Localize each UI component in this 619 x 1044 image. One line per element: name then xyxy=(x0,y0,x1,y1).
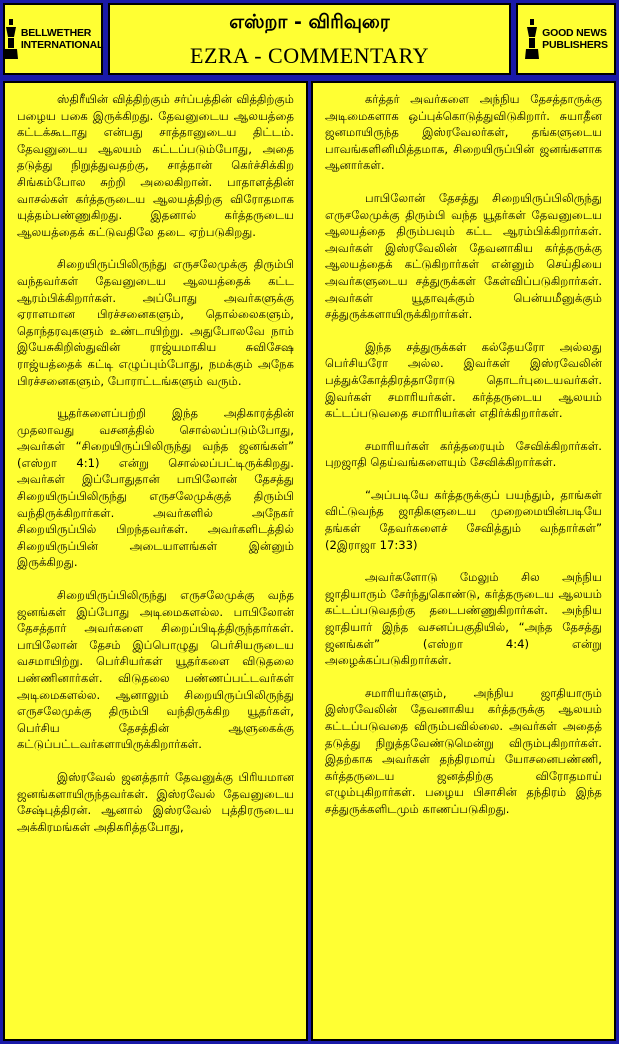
good-news-line1: GOOD NEWS xyxy=(542,27,607,39)
left-column xyxy=(3,81,308,1041)
title-tamil: எஸ்றா - விரிவுரை xyxy=(229,11,390,33)
paragraph: “அப்படியே கர்த்தருக்குப் பயந்தும், தாங்கள் விட்டுவந்த ஜாதிகளுடைய முறைமையின்படியே தங்கள் தேவர்களைச் சேவித்தும் வந்தார்கள்” (2இராஜா 17:33) xyxy=(325,487,602,552)
right-column xyxy=(311,81,616,1041)
header xyxy=(3,3,616,75)
bellwether-line2: INTERNATIONAL xyxy=(20,39,104,51)
good-news-line2: PUBLISHERS xyxy=(542,39,608,51)
paragraph: அவர்களோடு மேலும் சில அந்நிய ஜாதியாரும் சேர்ந்துகொண்டு, கர்த்தருடைய ஆலயம் கட்டப்படுவதற்கு தடைபண்ணுகிறார்கள். அந்நிய ஜாதியார் இந்த வசனப்பகுதியில், “அந்த தேசத்து ஜனங்கள்” (எஸ்றா 4:4) என்று அழைக்கப்படுகிறார்கள். xyxy=(325,570,602,668)
paragraph: சமாரியர்கள் கர்த்தரையும் சேவிக்கிறார்கள். புறஜாதி தெய்வங்களையும் சேவிக்கிறார்கள். xyxy=(325,438,602,470)
bellwether-tower-icon xyxy=(3,17,19,61)
paragraph: சமாரியர்களும், அந்நிய ஜாதியாரும் இஸ்ரவேலின் தேவனாகிய கர்த்தருக்கு ஆலயம் கட்டப்படுவதை விரும்பவில்லை. அவர்கள் அதைத் தடுத்து நிறுத்தவேண்டுமென்று விரும்புகிறார்கள். இதற்காக அவர்கள் தந்திரமாய் யோசனைபண்ணி, கர்த்தருடைய ஜனத்திற்கு விரோதமாய் எழும்புகிறார்கள். பழைய பிசாசின் தந்திரம் இந்த சத்துருக்களிடமும் காணப்படுகிறது. xyxy=(325,685,602,816)
paragraph: ஸ்திரீயின் வித்திற்கும் சர்ப்பத்தின் வித்திற்கும் பழைய பகை இருக்கிறது. தேவனுடைய ஆலயத்தை கட்டக்கூடாது என்பது சாத்தானுடைய திட்டம். தேவனுடைய ஆலயம் கட்டப்படும்போது, அதை தடுத்து நிறுத்துவதற்கு, சாத்தான் கெர்ச்சிக்கிற சிங்கம்போல சுற்றி அலைகிறான். பாதாளத்தின் வாசல்கள் கர்த்தருடைய ஆலயத்திற்கு விரோதமாக யுத்தம்பண்ணுகிறது. இதனால் கர்த்தருடைய ஆலயத்தைக் கட்டுவதிலே தடை ஏற்படுகிறது. xyxy=(17,92,294,239)
paragraph: இந்த சத்துருக்கள் கல்தேயரோ அல்லது பெர்சியரோ அல்ல. இவர்கள் இஸ்ரவேலின் பத்துக்கோத்திரத்தாரோடு தொடர்புடையவர்கள். இவர்கள் சமாரியர்கள். கர்த்தருடைய ஆலயம் கட்டப்படுவதை சமாரியர்கள் எதிர்க்கிறார்கள். xyxy=(325,339,602,421)
bellwether-line1: BELLWETHER xyxy=(20,27,92,39)
good-news-tower-icon xyxy=(524,17,540,61)
title-english: EZRA - COMMENTARY xyxy=(190,43,429,68)
paragraph: சிறையிருப்பிலிருந்து எருசலேமுக்கு வந்த ஜனங்கள் இப்போது அடிமைகளல்ல. பாபிலோன் தேசத்தார் அவர்களை சிறைப்பிடித்திருந்தார்கள். பாபிலோன் தேசம் இப்பொழுது பெர்சியருடைய வசமாயிற்று. பெர்சியர்கள் யூதர்களை விடுதலை பண்ணினார்கள். விடுதலை பண்ணப்பட்டவர்கள் அடிமைகளல்ல. ஆனாலும் சிறையிருப்பிலிருந்து எருசலேமுக்கு திரும்பி வந்திருக்கிற யூதர்கள், பெர்சிய தேசத்தின் ஆளுகைக்கு கட்டுப்பட்டவர்களாயிருக்கிறார்கள். xyxy=(17,588,294,752)
paragraph: இஸ்ரவேல் ஜனத்தார் தேவனுக்கு பிரியமான ஜனங்களாயிருந்தவர்கள். இஸ்ரவேல் தேவனுடைய சேஷ்புத்திரன். ஆனால் இஸ்ரவேல் புத்திரருடைய அக்கிரமங்கள் அதிகரித்தபோது, xyxy=(17,769,294,834)
paragraph: சிறையிருப்பிலிருந்து எருசலேமுக்கு திரும்பி வந்தவர்கள் தேவனுடைய ஆலயத்தைக் கட்ட ஆரம்பிக்கிறார்கள். அப்போது அவர்களுக்கு ஏராளமான பிரச்சனைகளும், தொல்லைகளும், தொந்தரவுகளும் உண்டாயிற்று. அதுபோலவே நாம் இயேசுகிறிஸ்துவின் ராஜ்யமாகிய சுவிசேஷ ராஜ்யத்தைக் கட்டி எழுப்பும்போது, நமக்கும் அநேக பிரச்சனைகளும், போராட்டங்களும் வரும். xyxy=(17,257,294,388)
paragraph: யூதர்களைப்பற்றி இந்த அதிகாரத்தின் முதலாவது வசனத்தில் சொல்லப்படும்போது, அவர்கள் “சிறையிருப்பிலிருந்து வந்த ஜனங்கள்” (எஸ்றா 4:1) என்று சொல்லப்பட்டிருக்கிறது. அவர்கள் இப்போதுதான் பாபிலோன் தேசத்து சிறையிருப்பிலிருந்து எருசலேமுக்குத் திரும்பி வந்திருக்கிறார்கள். அவர்களில் அநேகர் சிறையிருப்பில் பிறந்தவர்கள். அவர்களிடத்தில் சிறையிருப்பின் அடையாளங்கள் இன்னும் இருக்கிறது. xyxy=(17,406,294,570)
paragraph: கர்த்தர் அவர்களை அந்நிய தேசத்தாருக்கு அடிமைகளாக ஒப்புக்கொடுத்துவிடுகிறார். சுயாதீன ஜனமாயிருந்த இஸ்ரவேலர்கள், தங்களுடைய பாவங்களினிமித்தமாக, சிறையிருப்பின் ஜனங்களாக ஆனார்கள். xyxy=(325,92,602,173)
paragraph: பாபிலோன் தேசத்து சிறையிருப்பிலிருந்து எருசலேமுக்கு திரும்பி வந்த யூதர்கள் தேவனுடைய ஆலயத்தை திரும்பவும் கட்ட ஆரம்பிக்கிறார்கள். அவர்கள் இஸ்ரவேலின் தேவனாகிய கர்த்தருக்கு ஆலயத்தைக் கட்டுகிறார்கள் என்னும் செய்தியை அவர்களுடைய சத்துருக்கள் கேள்விப்படுகிறார்கள். அவர்கள் யூதாவுக்கும் பென்யமீனுக்கும் சத்துருக்களாயிருக்கிறார்கள். xyxy=(325,190,602,322)
title-box xyxy=(108,3,511,75)
good-news-logo xyxy=(516,3,616,75)
bellwether-logo xyxy=(3,3,103,75)
